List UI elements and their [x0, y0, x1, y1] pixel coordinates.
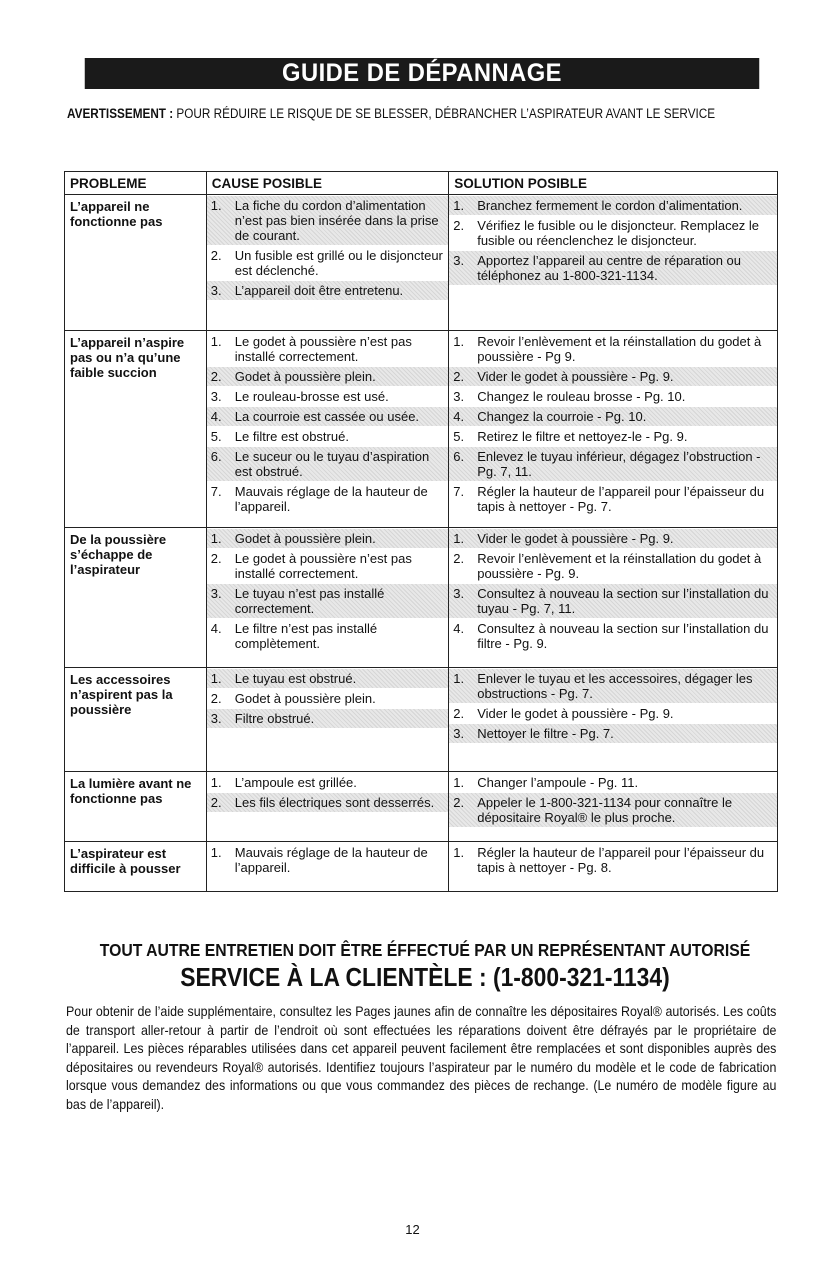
item-text: Retirez le filtre et nettoyez-le - Pg. 9.: [477, 429, 688, 444]
item-number: 1.: [453, 671, 465, 686]
solution-item: [449, 669, 777, 703]
cause-item: [207, 387, 448, 406]
problem-cell: L’appareil n’aspire pas ou n’a qu’une faible succion: [65, 331, 207, 528]
cause-item: [207, 196, 448, 245]
header-solution: SOLUTION POSIBLE: [449, 172, 778, 195]
item-number: 7.: [453, 484, 465, 499]
item-number: 5.: [210, 429, 222, 444]
solution-item: [449, 773, 777, 792]
cause-item: [207, 281, 448, 300]
item-text: L’appareil doit être entretenu.: [234, 283, 404, 298]
warning-text: POUR RÉDUIRE LE RISQUE DE SE BLESSER, DÉBRANCHER L’ASPIRATEUR AVANT LE SERVICE: [176, 106, 716, 121]
solution-item: [449, 529, 777, 548]
solution-item: [449, 549, 777, 583]
item-number: 2.: [210, 551, 222, 566]
item-text: Vider le godet à poussière - Pg. 9.: [477, 706, 674, 721]
item-text: La courroie est cassée ou usée.: [234, 409, 420, 424]
item-text: Changer l’ampoule - Pg. 11.: [477, 775, 639, 790]
item-number: 2.: [210, 795, 222, 810]
item-text: Le rouleau-brosse est usé.: [234, 389, 389, 404]
item-text: Filtre obstrué.: [234, 711, 315, 726]
item-text: Le tuyau n’est pas installé correctement.: [234, 586, 385, 616]
item-number: 1.: [453, 531, 465, 546]
item-text: Vider le godet à poussière - Pg. 9.: [477, 369, 674, 384]
cause-cell: [206, 528, 448, 668]
solution-item: [449, 427, 777, 446]
problem-cell: L’appareil ne fonctionne pas: [65, 195, 207, 331]
solution-item: [449, 793, 777, 827]
header-problem: PROBLEME: [65, 172, 207, 195]
item-text: Le filtre n’est pas installé complètement.: [234, 621, 378, 651]
item-text: Branchez fermement le cordon d’alimentation.: [477, 198, 743, 213]
item-text: Revoir l’enlèvement et la réinstallation du godet à poussière - Pg. 9.: [477, 551, 762, 581]
item-text: Le godet à poussière n’est pas installé correctement.: [234, 334, 412, 364]
item-number: 3.: [453, 586, 465, 601]
solution-item: [449, 387, 777, 406]
cause-item: [207, 549, 448, 583]
item-number: 2.: [453, 706, 465, 721]
item-text: L’ampoule est grillée.: [234, 775, 357, 790]
problem-cell: Les accessoires n’aspirent pas la poussière: [65, 668, 207, 772]
authorized-service-heading: TOUT AUTRE ENTRETIEN DOIT ÊTRE ÉFFECTUÉ PAR UN REPRÉSENTANT AUTORISÉ: [99, 940, 751, 960]
problem-cell: De la poussière s’échappe de l’aspirateur: [65, 528, 207, 668]
item-text: Le tuyau est obstrué.: [234, 671, 357, 686]
table-row: [65, 772, 778, 842]
problem-cell: L’aspirateur est difficile à pousser: [65, 842, 207, 892]
cause-item: [207, 793, 448, 812]
item-text: Régler la hauteur de l’appareil pour l’épaisseur du tapis à nettoyer - Pg. 7.: [477, 484, 765, 514]
item-text: Godet à poussière plein.: [234, 531, 376, 546]
solution-item: [449, 332, 777, 366]
cause-item: [207, 246, 448, 280]
solution-item: [449, 251, 777, 285]
item-number: 3.: [453, 253, 465, 268]
solution-item: [449, 447, 777, 481]
item-number: 3.: [210, 283, 222, 298]
solution-cell: [449, 668, 778, 772]
item-text: Vérifiez le fusible ou le disjoncteur. Remplacez le fusible ou réenclenchez le disjoncteur.: [477, 218, 760, 248]
item-number: 3.: [210, 586, 222, 601]
warning-label: AVERTISSEMENT :: [67, 106, 174, 121]
item-number: 1.: [210, 845, 222, 860]
item-number: 4.: [210, 621, 222, 636]
cause-item: [207, 529, 448, 548]
item-text: Godet à poussière plein.: [234, 691, 376, 706]
item-text: Enlevez le tuyau inférieur, dégagez l’obstruction - Pg. 7, 11.: [477, 449, 761, 479]
cause-item: [207, 447, 448, 481]
item-number: 1.: [453, 845, 465, 860]
cause-item: [207, 709, 448, 728]
item-text: Godet à poussière plein.: [234, 369, 376, 384]
solution-cell: [449, 331, 778, 528]
solution-item: [449, 724, 777, 743]
item-text: Vider le godet à poussière - Pg. 9.: [477, 531, 674, 546]
solution-cell: [449, 772, 778, 842]
table-row: [65, 668, 778, 772]
item-text: Changez la courroie - Pg. 10.: [477, 409, 647, 424]
item-number: 3.: [210, 389, 222, 404]
item-number: 4.: [453, 621, 465, 636]
solution-item: [449, 704, 777, 723]
item-number: 2.: [453, 369, 465, 384]
item-number: 1.: [453, 775, 465, 790]
header-cause: CAUSE POSIBLE: [206, 172, 448, 195]
item-text: Apportez l’appareil au centre de réparation ou téléphonez au 1-800-321-1134.: [477, 253, 742, 283]
cause-cell: [206, 668, 448, 772]
solution-item: [449, 216, 777, 250]
item-text: Un fusible est grillé ou le disjoncteur est déclenché.: [234, 248, 443, 278]
item-number: 5.: [453, 429, 465, 444]
item-number: 1.: [453, 198, 465, 213]
solution-cell: [449, 528, 778, 668]
customer-service-heading: SERVICE À LA CLIENTÈLE : (1-800-321-1134): [180, 962, 670, 992]
table-row: [65, 195, 778, 331]
page-title: GUIDE DE DÉPANNAGE: [85, 58, 760, 89]
item-text: Revoir l’enlèvement et la réinstallation du godet à poussière - Pg 9.: [477, 334, 762, 364]
item-number: 3.: [453, 389, 465, 404]
cause-item: [207, 332, 448, 366]
cause-cell: [206, 842, 448, 892]
solution-item: [449, 584, 777, 618]
solution-cell: [449, 195, 778, 331]
solution-item: [449, 619, 777, 653]
item-number: 2.: [453, 795, 465, 810]
table-header-row: [65, 172, 778, 195]
item-number: 2.: [210, 369, 222, 384]
solution-cell: [449, 842, 778, 892]
item-number: 2.: [210, 691, 222, 706]
item-number: 1.: [210, 198, 222, 213]
page-number: 12: [405, 1222, 420, 1237]
item-number: 3.: [453, 726, 465, 741]
table-row: [65, 331, 778, 528]
item-text: Les fils électriques sont desserrés.: [234, 795, 435, 810]
item-text: Consultez à nouveau la section sur l’installation du filtre - Pg. 9.: [477, 621, 769, 651]
item-number: 4.: [453, 409, 465, 424]
warning-line: [67, 106, 716, 121]
problem-cell: La lumière avant ne fonctionne pas: [65, 772, 207, 842]
item-text: Appeler le 1-800-321-1134 pour connaître le dépositaire Royal® le plus proche.: [477, 795, 733, 825]
cause-item: [207, 407, 448, 426]
cause-item: [207, 584, 448, 618]
cause-cell: [206, 331, 448, 528]
solution-item: [449, 843, 777, 877]
item-number: 2.: [453, 551, 465, 566]
item-number: 6.: [453, 449, 465, 464]
item-text: Mauvais réglage de la hauteur de l’appareil.: [234, 845, 428, 875]
item-text: Le suceur ou le tuyau d’aspiration est obstrué.: [234, 449, 430, 479]
solution-item: [449, 482, 777, 516]
item-text: Nettoyer le filtre - Pg. 7.: [477, 726, 614, 741]
item-text: Enlever le tuyau et les accessoires, dégager les obstructions - Pg. 7.: [477, 671, 753, 701]
cause-item: [207, 619, 448, 653]
cause-item: [207, 427, 448, 446]
cause-item: [207, 482, 448, 516]
item-text: La fiche du cordon d’alimentation n’est pas bien insérée dans la prise de courant.: [234, 198, 439, 243]
cause-item: [207, 367, 448, 386]
solution-item: [449, 196, 777, 215]
solution-item: [449, 407, 777, 426]
item-number: 1.: [210, 775, 222, 790]
item-number: 6.: [210, 449, 222, 464]
item-number: 1.: [210, 334, 222, 349]
cause-item: [207, 773, 448, 792]
solution-item: [449, 367, 777, 386]
item-text: Le filtre est obstrué.: [234, 429, 349, 444]
item-number: 1.: [210, 531, 222, 546]
cause-cell: [206, 772, 448, 842]
troubleshooting-table: [64, 171, 778, 892]
item-text: Le godet à poussière n’est pas installé correctement.: [234, 551, 412, 581]
item-number: 1.: [453, 334, 465, 349]
item-number: 7.: [210, 484, 222, 499]
table-row: [65, 842, 778, 892]
item-text: Changez le rouleau brosse - Pg. 10.: [477, 389, 686, 404]
item-text: Consultez à nouveau la section sur l’installation du tuyau - Pg. 7, 11.: [477, 586, 769, 616]
cause-item: [207, 669, 448, 688]
table-row: [65, 528, 778, 668]
cause-item: [207, 843, 448, 877]
item-number: 2.: [210, 248, 222, 263]
item-number: 3.: [210, 711, 222, 726]
service-paragraph: Pour obtenir de l’aide supplémentaire, consultez les Pages jaunes afin de connaître les dépositaires Royal® autorisés. Les coûts de transport aller-retour à partir de l’endroit où sont effectuées les réparations doivent être défrayés par le propriétaire de l’appareil. Les pièces réparables utilisées dans cet appareil peuvent facilement être remplacées et sont disponibles auprès des dépositaires ou revendeurs Royal® autorisés. Identifiez toujours l’aspirateur par le numéro du modèle et le code de fabrication lorsque vous demandez des informations ou que vous commandez des pièces de rechange. (Le numéro de modèle figure au bas de l’appareil).: [66, 1003, 777, 1112]
cause-item: [207, 689, 448, 708]
cause-cell: [206, 195, 448, 331]
item-number: 2.: [453, 218, 465, 233]
item-text: Régler la hauteur de l’appareil pour l’épaisseur du tapis à nettoyer - Pg. 8.: [477, 845, 765, 875]
item-number: 4.: [210, 409, 222, 424]
item-text: Mauvais réglage de la hauteur de l’appareil.: [234, 484, 428, 514]
item-number: 1.: [210, 671, 222, 686]
table-body: [65, 195, 778, 892]
